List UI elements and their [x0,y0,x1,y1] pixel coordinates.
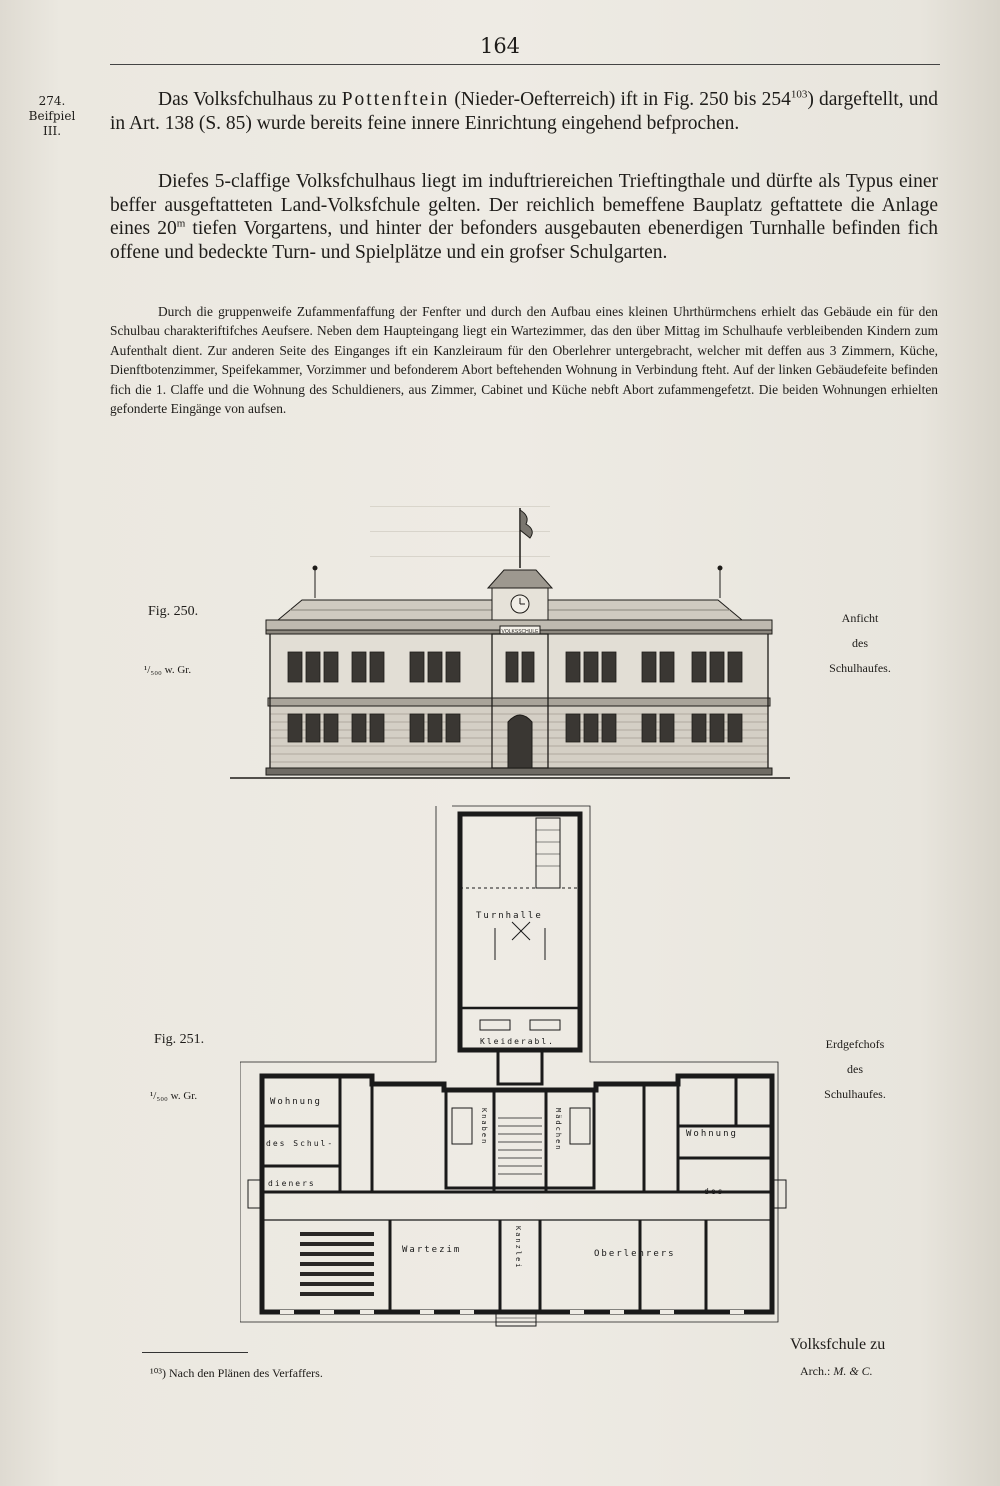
label-turnhalle: Turnhalle [476,911,543,921]
paragraph-2-text-2: tiefen Vorgartens, und hinter der befonders ausgebauten ebenerdigen Turnhalle befinden fich offene und bedeckte Turn- und Spielplätze und ein grofser Schulgarten. [110,218,938,263]
fig250-side-line-1: Anficht [841,611,879,625]
footnote-ref: 103 [790,88,808,101]
paragraph-2 [110,170,938,264]
margin-note-label: Beifpiel [28,109,76,123]
paragraph-1-text-2: (Nieder-Oefterreich) ift in Fig. 250 bis 254 [449,89,791,110]
architect-label: Arch.: [800,1364,834,1378]
label-des-schul: des Schul- [266,1139,335,1148]
fig250-side-line-3: Schulhaufes. [829,661,891,675]
margin-note [18,94,86,139]
fig251-side-line-2: des [847,1062,863,1076]
header-rule [110,64,940,65]
label-kleiderablage: Kleiderabl. [480,1037,555,1046]
label-wohnung-right: Wohnung [686,1129,738,1139]
fig251-label: Fig. 251. [154,1032,205,1047]
bottom-caption: Volksfchule zu [790,1336,886,1353]
fig251-scale: ¹/₅₀₀ w. Gr. [150,1090,198,1102]
fig250-scale: ¹/₅₀₀ w. Gr. [144,664,192,676]
paragraph-1 [110,88,938,135]
paragraph-3-text: Durch die gruppenweife Zufammenfaffung der Fenfter und durch den Aufbau eines kleinen Uhrthürmchens erhielt das Gebäude ein für den Schulbau charakteriftifches Aeufsere. Neben dem Haupteingang liegt ein Wartezimmer, das den über Mittag im Schulhaufe verbleibenden Kindern zum Aufenthalt dient. Zur anderen Seite des Einganges ift ein Kanzleiraum für den Oberlehrer untergebracht, welcher mit deffen aus 3 Zimmern, Küche, Dienftbotenzimmer, Speifekammer, Vorzimmer und befonderem Abort beftehenden Wohnung in Verbindung fteht. Auf der linken Gebäudefeite befinden fich die 1. Claffe und die Wohnung des Schuldieners, aus Zimmer, Cabinet und Küche nebft Abort zufammengefetzt. Die beiden Wohnungen erhielten gefonderte Eingänge von aufsen. [110,304,938,417]
footnote: ¹⁰³) Nach den Plänen des Verfaffers. [150,1366,323,1380]
fig251-side-caption [800,1032,910,1107]
label-wartezimmer: Wartezim [402,1245,462,1255]
margin-note-number: 274. [38,94,66,108]
fig250-side-line-2: des [852,636,868,650]
school-sign: VOLKSSCHULE [501,629,539,635]
paragraph-1-text: Das Volksfchulhaus zu [158,89,342,110]
architect-names: M. & C. [833,1364,873,1378]
place-name: Pottenftein [341,89,450,110]
architect-credit [800,1364,873,1379]
fig250-side-caption [810,606,910,681]
label-maedchen: Mädchen [554,1108,562,1152]
fig250-label: Fig. 250. [148,604,199,619]
unit-superscript: m [176,217,186,230]
page-number: 164 [479,34,521,58]
label-dieners: dieners [268,1179,316,1188]
footnote-rule [142,1352,248,1353]
paragraph-2-text: Diefes 5-claffige Volksfchulhaus liegt im induftriereichen Trieftingthale und dürfte als Typus einer beffer ausgeftatteten Land-Volksfchule gelten. Der reichlich bemeffene Bauplatz geftattete die Anlage eines 20 [110,171,938,239]
margin-note-roman: III. [42,124,62,138]
label-kanzlei: Kanzlei [514,1226,522,1270]
fig251-side-line-3: Schulhaufes. [824,1087,886,1101]
label-des-right: des [704,1187,725,1196]
label-oberlehrers: Oberlehrers [594,1249,676,1259]
paragraph-3 [110,302,938,418]
paragraph-1-text-3: ) dargeftellt, und in Art. 138 (S. 85) wurde bereits feine innere Einrichtung eingehend befprochen. [110,89,939,134]
label-knaben: Knaben [480,1108,488,1146]
facade-elevation [230,500,790,785]
ground-floor-plan [240,800,800,1330]
label-wohnung-left: Wohnung [270,1097,322,1107]
fig251-side-line-1: Erdgefchofs [825,1037,885,1051]
